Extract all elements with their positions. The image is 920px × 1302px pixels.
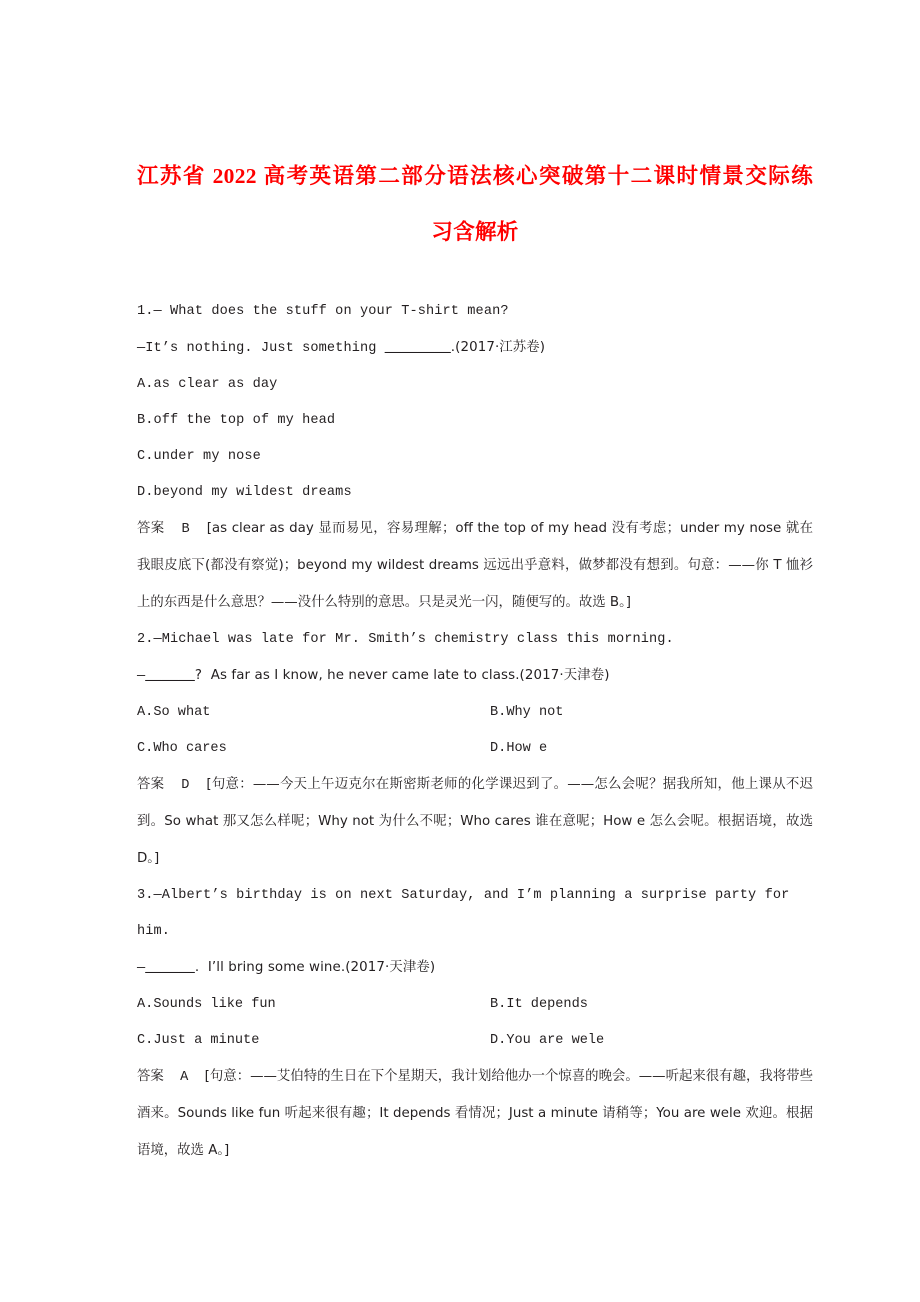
question-2-options	[137, 695, 813, 767]
page-title-line-1: 江苏省 2022 高考英语第二部分语法核心突破第十二课时情景交际练	[137, 164, 813, 188]
question-3-stem-line-2	[137, 950, 813, 987]
question-1-blank[interactable]: ________	[384, 341, 451, 356]
question-2-answer-label: 答案	[137, 777, 165, 792]
question-2-blank[interactable]: ______	[145, 669, 195, 684]
question-3-stem-post: . I’ll bring some wine.(2017·天津卷)	[194, 960, 436, 975]
question-1-stem-pre: —It’s nothing. Just something	[137, 341, 385, 356]
question-2-stem-post: ? As far as I know, he never came late to class.(2017·天津卷)	[194, 668, 610, 683]
question-2-option-b[interactable]: B.Why not	[490, 705, 564, 720]
question-3-option-c[interactable]: C.Just a minute	[137, 1033, 260, 1048]
question-1-answer-key: B	[181, 522, 190, 537]
question-2-option-c[interactable]: C.Who cares	[137, 741, 227, 756]
question-2-stem-pre: —	[137, 669, 146, 684]
question-3-answer	[137, 1059, 813, 1170]
question-2-answer	[137, 767, 813, 878]
page-title-line-2: 习含解析	[431, 220, 519, 244]
question-block-1	[137, 294, 813, 622]
question-2-stem-line-2	[137, 658, 813, 695]
question-block-2	[137, 622, 813, 878]
question-1-explanation: [as clear as day 显而易见，容易理解；off the top of my head 没有考虑；under my nose 就在我眼皮底下(都没有察觉)；beyond my wildest dreams 远远出乎意料，做梦都没有想到。句意：——你 T 恤衫上的东西是什么意思？——没什么特别的意思。只是灵光一闪，随便写的。故选 B。]	[137, 521, 813, 610]
question-1-option-b[interactable]: B.off the top of my head	[137, 413, 336, 428]
question-3-options	[137, 987, 813, 1059]
page-title	[137, 148, 813, 260]
question-2-option-a[interactable]: A.So what	[137, 705, 211, 720]
question-1-stem-line-2	[137, 330, 813, 367]
question-block-3	[137, 878, 813, 1170]
question-2-answer-key: D	[181, 778, 190, 793]
question-3-options-row-1	[137, 987, 813, 1023]
question-1-stem-post: .(2017·江苏卷)	[450, 340, 546, 355]
question-2-options-row-2	[137, 731, 813, 767]
question-1-stem-line-1: 1.— What does the stuff on your T-shirt mean?	[137, 304, 509, 319]
question-3-option-b[interactable]: B.It depends	[490, 997, 588, 1012]
question-3-answer-key: A	[180, 1070, 189, 1085]
question-2-explanation: [句意：——今天上午迈克尔在斯密斯老师的化学课迟到了。——怎么会呢？据我所知，他上课从不迟到。So what 那又怎么样呢；Why not 为什么不呢；Who cares 谁在意呢；How e 怎么会呢。根据语境，故选 D。]	[137, 777, 813, 866]
question-3-stem-line-1b: him.	[137, 924, 171, 939]
question-2-options-row-1	[137, 695, 813, 731]
question-3-options-row-2	[137, 1023, 813, 1059]
question-3-blank[interactable]: ______	[145, 961, 195, 976]
question-3-stem-line-1: 3.—Albert’s birthday is on next Saturday, and I’m planning a surprise party for	[137, 888, 790, 903]
question-1-answer	[137, 511, 813, 622]
question-1-option-c[interactable]: C.under my nose	[137, 449, 261, 464]
question-3-option-d[interactable]: D.You are wele	[490, 1033, 605, 1048]
question-2-option-d[interactable]: D.How e	[490, 741, 548, 756]
question-3-option-a[interactable]: A.Sounds like fun	[137, 997, 276, 1012]
question-1-options	[137, 367, 813, 511]
question-1-answer-label: 答案	[137, 521, 165, 536]
question-2-stem-line-1: 2.—Michael was late for Mr. Smith’s chemistry class this morning.	[137, 632, 674, 647]
question-3-explanation: [句意：——艾伯特的生日在下个星期天，我计划给他办一个惊喜的晚会。——听起来很有趣，我将带些酒来。Sounds like fun 听起来很有趣；It depends 看情况；Just a minute 请稍等；You are wele 欢迎。根据语境，故选 A。]	[137, 1069, 813, 1158]
question-1-option-a[interactable]: A.as clear as day	[137, 377, 278, 392]
question-3-answer-label: 答案	[137, 1069, 164, 1084]
question-1-option-d[interactable]: D.beyond my wildest dreams	[137, 485, 352, 500]
question-3-stem-pre: —	[137, 961, 146, 976]
document-content	[137, 148, 813, 1170]
